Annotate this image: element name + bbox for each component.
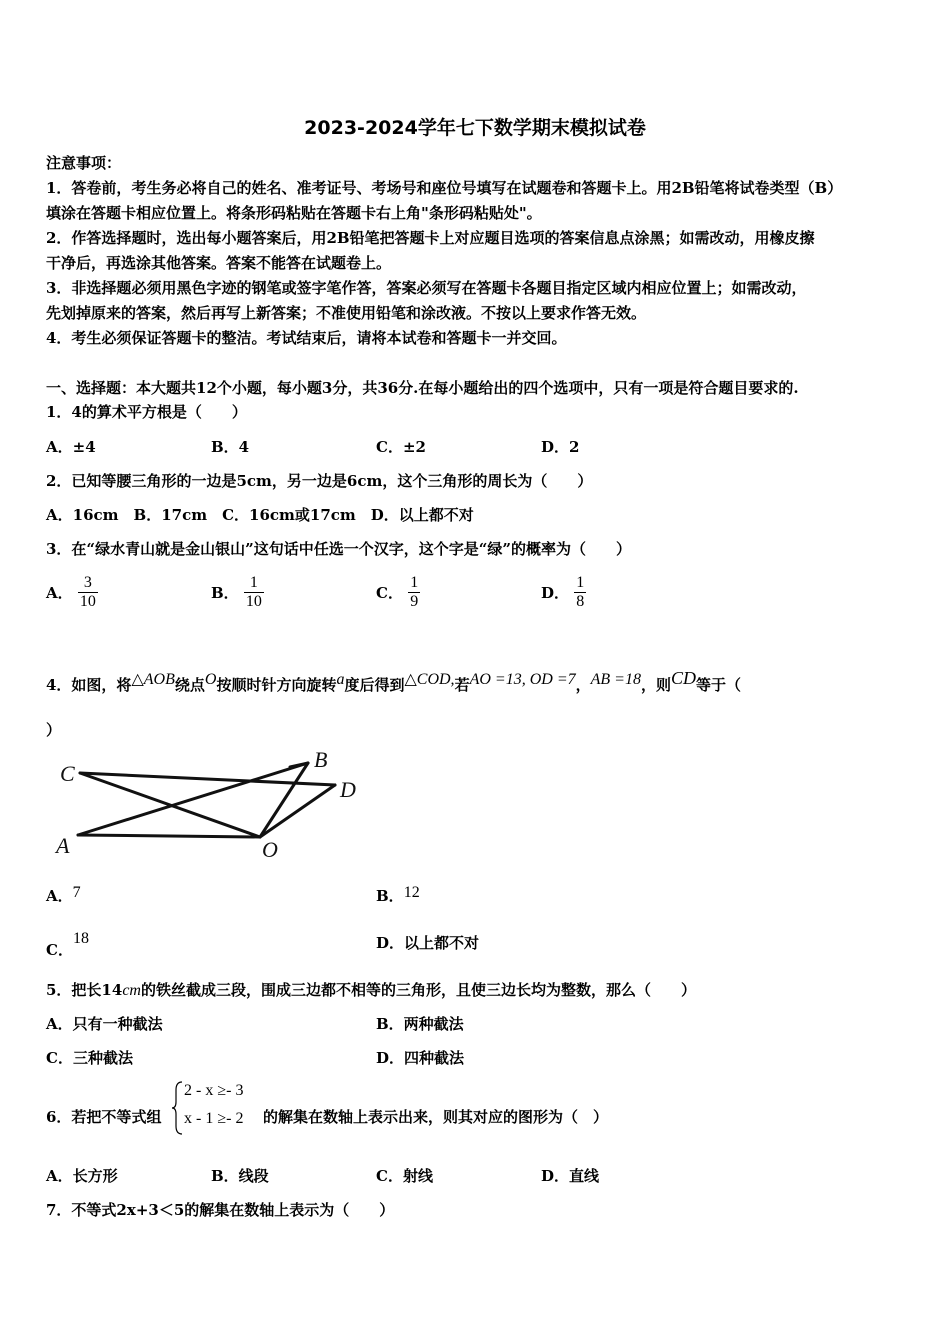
question-5-stem: 5．把长14cm的铁丝截成三段，围成三边都不相等的三角形，且使三边长均为整数，那么（ ） [46, 981, 696, 999]
notice-line: 2．作答选择题时，选出每小题答案后，用2B铅笔把答题卡上对应题目选项的答案信息点涂黑；如需改动，用橡皮擦 [46, 229, 815, 247]
notice-line: 干净后，再选涂其他答案。答案不能答在试题卷上。 [46, 254, 392, 272]
segment-do [260, 785, 335, 837]
notice-line: 填涂在答题卡相应位置上。将条形码粘贴在答题卡右上角"条形码粘贴处"。 [46, 204, 542, 222]
point-label-o: O [262, 837, 278, 862]
q6-option-d: D．直线 [541, 1167, 600, 1185]
notice-line: 1．答卷前，考生务必将自己的姓名、准考证号、考场号和座位号填写在试题卷和答题卡上。用2B铅笔将试卷类型（B） [46, 179, 843, 197]
section-heading: 一、选择题：本大题共12个小题，每小题3分，共36分.在每小题给出的四个选项中，只有一项是符合题目要求的. [46, 379, 799, 397]
q5-option-b: B．两种截法 [376, 1015, 464, 1033]
inequality-2: x - 1 ≥- 2 [184, 1110, 244, 1127]
notice-heading: 注意事项： [46, 154, 122, 172]
notice-line: 4．考生必须保证答题卡的整洁。考试结束后，请将本试卷和答题卡一并交回。 [46, 329, 567, 347]
q4-option-c: C．18 [46, 930, 89, 959]
q1-option-a: A．±4 [46, 438, 96, 456]
question-1-stem: 1．4的算术平方根是（ ） [46, 403, 247, 421]
segment-ao [78, 835, 260, 837]
q6-option-c: C．射线 [376, 1167, 433, 1185]
point-label-d: D [340, 777, 356, 802]
q4-option-b: B．12 [376, 884, 420, 905]
question-7-stem: 7．不等式2x+3＜5的解集在数轴上表示为（ ） [46, 1201, 395, 1219]
q5-option-a: A．只有一种截法 [46, 1015, 163, 1033]
point-label-c: C [60, 761, 75, 786]
fraction: $\frac{1}{10}$ [245, 574, 262, 610]
q3-option-a: A． $\frac{3}{10}$ [46, 574, 96, 610]
q3-option-d: D． $\frac{1}{8}$ [541, 574, 585, 610]
q4-figure [50, 745, 380, 865]
point-label-b: B [314, 747, 328, 772]
q5-option-c: C．三种截法 [46, 1049, 133, 1067]
q1-option-c: C．±2 [376, 438, 426, 456]
fraction: $\frac{1}{8}$ [576, 574, 585, 610]
page-title: 2023-2024学年七下数学期末模拟试卷 [304, 117, 646, 139]
question-3-stem: 3．在“绿水青山就是金山银山”这句话中任选一个汉字，这个字是“绿”的概率为（ ） [46, 540, 631, 558]
q4-option-a: A．7 [46, 884, 81, 905]
q5-option-d: D．四种截法 [376, 1049, 465, 1067]
notice-line: 先划掉原来的答案，然后再写上新答案；不准使用铅笔和涂改液。不按以上要求作答无效。 [46, 304, 647, 322]
notice-line: 3．非选择题必须用黑色字迹的钢笔或签字笔作答，答案必须写在答题卡各题目指定区域内相应位置上；如需改动， [46, 279, 807, 297]
brace [172, 1080, 184, 1136]
q6-option-b: B．线段 [211, 1167, 269, 1185]
question-4-close: ） [46, 721, 62, 739]
question-6-suffix: 的解集在数轴上表示出来，则其对应的图形为（ ） [263, 1108, 609, 1126]
q2-options: A．16cm B．17cm C．16cm或17cm D．以上都不对 [46, 506, 474, 524]
question-6-prefix: 6．若把不等式组 [46, 1108, 162, 1126]
q6-option-a: A．长方形 [46, 1167, 118, 1185]
inequality-1: 2 - x ≥- 3 [184, 1082, 244, 1099]
point-label-a: A [56, 833, 70, 858]
q3-option-c: C． $\frac{1}{9}$ [376, 574, 419, 610]
fraction: $\frac{1}{9}$ [410, 574, 419, 610]
segment-bo [260, 763, 308, 837]
q1-option-b: B．4 [211, 438, 250, 456]
q4-option-d: D．以上都不对 [376, 934, 480, 952]
question-2-stem: 2．已知等腰三角形的一边是5cm，另一边是6cm，这个三角形的周长为（ ） [46, 472, 593, 490]
q1-option-d: D．2 [541, 438, 580, 456]
fraction: $\frac{3}{10}$ [79, 574, 96, 610]
q3-option-b: B． $\frac{1}{10}$ [211, 574, 262, 610]
question-4-stem: 4．如图，将△AOB绕点O按顺时针方向旋转a度后得到△COD,若AO =13, OD =7，AB =18，则CD等于（ [46, 668, 742, 694]
